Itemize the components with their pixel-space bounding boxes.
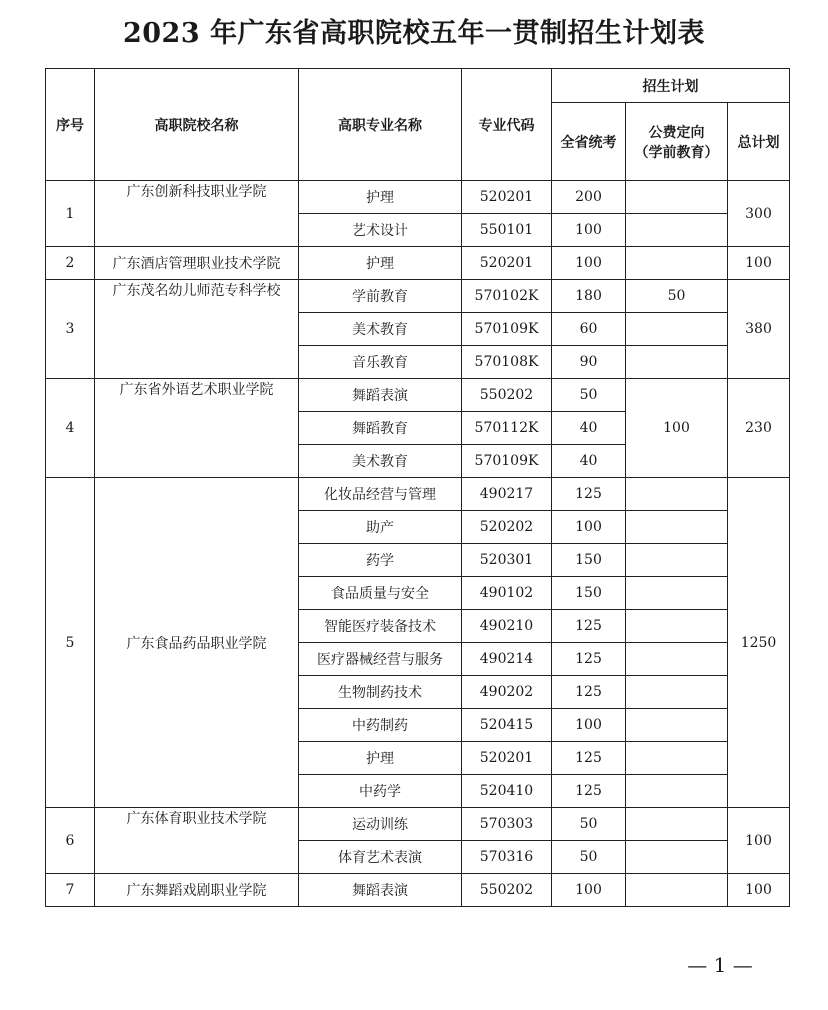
major-name-cell: 美术教育 [299, 445, 462, 478]
public-plan-cell [626, 643, 728, 676]
public-plan-cell [626, 478, 728, 511]
public-plan-cell [626, 610, 728, 643]
school-name-cell: 广东体育职业技术学院 [95, 808, 299, 874]
table-row [46, 478, 790, 511]
major-name-cell: 医疗器械经营与服务 [299, 643, 462, 676]
unified-plan-cell: 60 [552, 313, 626, 346]
table-body [46, 181, 790, 907]
public-plan-cell [626, 742, 728, 775]
major-code-cell: 550202 [462, 874, 552, 907]
major-code-cell: 570303 [462, 808, 552, 841]
public-plan-cell [626, 709, 728, 742]
major-code-cell: 520301 [462, 544, 552, 577]
major-name-cell: 学前教育 [299, 280, 462, 313]
public-plan-cell [626, 874, 728, 907]
major-code-cell: 570112K [462, 412, 552, 445]
major-code-cell: 550202 [462, 379, 552, 412]
unified-plan-cell: 100 [552, 214, 626, 247]
header-code: 专业代码 [462, 69, 552, 181]
major-name-cell: 美术教育 [299, 313, 462, 346]
total-plan-cell: 230 [728, 379, 790, 478]
unified-plan-cell: 125 [552, 610, 626, 643]
school-name-cell: 广东茂名幼儿师范专科学校 [95, 280, 299, 379]
public-plan-cell [626, 214, 728, 247]
school-name-cell: 广东食品药品职业学院 [95, 478, 299, 808]
total-plan-cell: 380 [728, 280, 790, 379]
major-code-cell: 490214 [462, 643, 552, 676]
table-row [46, 181, 790, 214]
major-code-cell: 520201 [462, 247, 552, 280]
header-public [626, 103, 728, 181]
header-unified: 全省统考 [552, 103, 626, 181]
unified-plan-cell: 125 [552, 775, 626, 808]
unified-plan-cell: 125 [552, 676, 626, 709]
major-name-cell: 中药制药 [299, 709, 462, 742]
public-plan-cell [626, 544, 728, 577]
total-plan-cell: 100 [728, 247, 790, 280]
major-code-cell: 520201 [462, 181, 552, 214]
page-title: 2023 年广东省高职院校五年一贯制招生计划表 [122, 18, 706, 49]
school-name-cell: 广东酒店管理职业技术学院 [95, 247, 299, 280]
table-row [46, 280, 790, 313]
unified-plan-cell: 100 [552, 874, 626, 907]
seq-cell: 7 [46, 874, 95, 907]
major-code-cell: 570109K [462, 313, 552, 346]
major-name-cell: 艺术设计 [299, 214, 462, 247]
unified-plan-cell: 125 [552, 742, 626, 775]
school-name-cell: 广东省外语艺术职业学院 [95, 379, 299, 478]
header-public-line1: 公费定向 [648, 124, 705, 141]
table-row [46, 247, 790, 280]
unified-plan-cell: 125 [552, 478, 626, 511]
unified-plan-cell: 50 [552, 379, 626, 412]
school-name-cell: 广东创新科技职业学院 [95, 181, 299, 247]
major-name-cell: 护理 [299, 742, 462, 775]
seq-cell: 5 [46, 478, 95, 808]
seq-cell: 1 [46, 181, 95, 247]
major-name-cell: 舞蹈表演 [299, 379, 462, 412]
public-plan-cell [626, 511, 728, 544]
seq-cell: 4 [46, 379, 95, 478]
total-plan-cell: 1250 [728, 478, 790, 808]
major-name-cell: 护理 [299, 247, 462, 280]
major-name-cell: 中药学 [299, 775, 462, 808]
major-code-cell: 490202 [462, 676, 552, 709]
public-plan-cell [626, 577, 728, 610]
header-school: 高职院校名称 [95, 69, 299, 181]
table-row [46, 379, 790, 412]
unified-plan-cell: 40 [552, 445, 626, 478]
unified-plan-cell: 100 [552, 709, 626, 742]
major-code-cell: 550101 [462, 214, 552, 247]
major-name-cell: 智能医疗装备技术 [299, 610, 462, 643]
public-plan-cell [626, 808, 728, 841]
public-plan-cell [626, 841, 728, 874]
major-name-cell: 运动训练 [299, 808, 462, 841]
header-seq: 序号 [46, 69, 95, 181]
major-code-cell: 520201 [462, 742, 552, 775]
major-name-cell: 体育艺术表演 [299, 841, 462, 874]
major-name-cell: 生物制药技术 [299, 676, 462, 709]
public-plan-cell: 50 [626, 280, 728, 313]
header-plan-group: 招生计划 [552, 69, 790, 103]
major-code-cell: 490102 [462, 577, 552, 610]
header-total: 总计划 [728, 103, 790, 181]
table-row [46, 808, 790, 841]
unified-plan-cell: 200 [552, 181, 626, 214]
unified-plan-cell: 50 [552, 808, 626, 841]
header-major: 高职专业名称 [299, 69, 462, 181]
public-plan-cell [626, 676, 728, 709]
total-plan-cell: 100 [728, 874, 790, 907]
seq-cell: 3 [46, 280, 95, 379]
seq-cell: 6 [46, 808, 95, 874]
unified-plan-cell: 125 [552, 643, 626, 676]
total-plan-cell: 300 [728, 181, 790, 247]
major-name-cell: 护理 [299, 181, 462, 214]
major-code-cell: 570108K [462, 346, 552, 379]
major-name-cell: 音乐教育 [299, 346, 462, 379]
header-public-line2: （学前教育） [634, 144, 719, 161]
major-name-cell: 药学 [299, 544, 462, 577]
major-code-cell: 520202 [462, 511, 552, 544]
major-name-cell: 化妆品经营与管理 [299, 478, 462, 511]
major-code-cell: 490210 [462, 610, 552, 643]
enrollment-plan-table [45, 68, 790, 907]
major-code-cell: 570109K [462, 445, 552, 478]
public-plan-cell [626, 346, 728, 379]
unified-plan-cell: 50 [552, 841, 626, 874]
public-plan-cell [626, 181, 728, 214]
public-plan-cell [626, 775, 728, 808]
major-name-cell: 食品质量与安全 [299, 577, 462, 610]
major-name-cell: 舞蹈教育 [299, 412, 462, 445]
major-code-cell: 570316 [462, 841, 552, 874]
total-plan-cell: 100 [728, 808, 790, 874]
unified-plan-cell: 90 [552, 346, 626, 379]
major-name-cell: 舞蹈表演 [299, 874, 462, 907]
major-code-cell: 570102K [462, 280, 552, 313]
unified-plan-cell: 100 [552, 247, 626, 280]
major-code-cell: 520410 [462, 775, 552, 808]
table-row [46, 874, 790, 907]
public-plan-cell [626, 247, 728, 280]
public-plan-cell [626, 313, 728, 346]
major-name-cell: 助产 [299, 511, 462, 544]
unified-plan-cell: 180 [552, 280, 626, 313]
major-code-cell: 520415 [462, 709, 552, 742]
unified-plan-cell: 150 [552, 577, 626, 610]
unified-plan-cell: 40 [552, 412, 626, 445]
unified-plan-cell: 100 [552, 511, 626, 544]
page-number: — 1 — [687, 953, 753, 977]
public-plan-cell: 100 [626, 379, 728, 478]
seq-cell: 2 [46, 247, 95, 280]
school-name-cell: 广东舞蹈戏剧职业学院 [95, 874, 299, 907]
major-code-cell: 490217 [462, 478, 552, 511]
unified-plan-cell: 150 [552, 544, 626, 577]
